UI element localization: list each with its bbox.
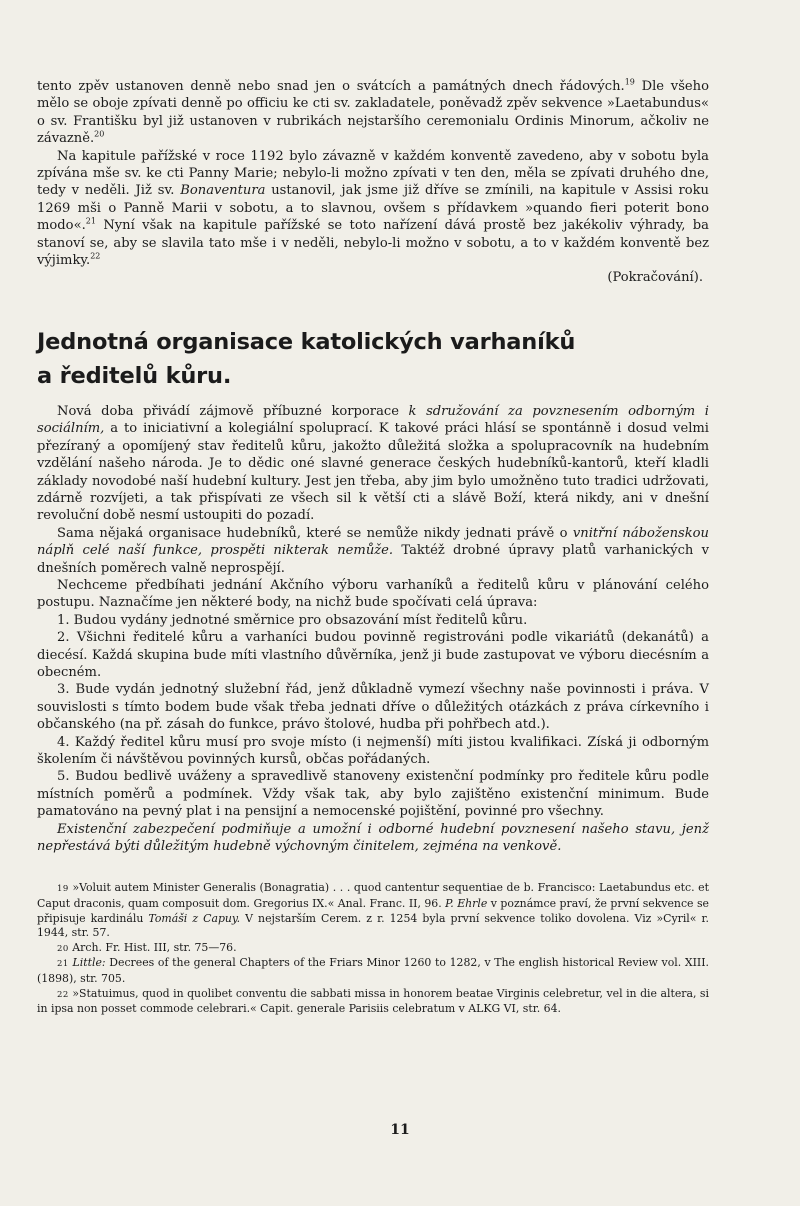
continued-note: (Pokračování). xyxy=(607,270,703,286)
intro-paragraph-1 xyxy=(37,78,709,148)
footnote-text: »Statuimus, quod in quolibet conventu die sabbati missa in honorem beatae Virginis celebretur, vel in die altera, si in ipsa non posset commode celebrari.« Capit. generale Parisiis celebratum v ALKG VI, str. 64. xyxy=(37,986,709,1016)
footnote xyxy=(37,987,709,1017)
footnote-text: »Voluit autem Minister Generalis (Bonagratia) . . . quod cantentur sequentiae de b. Francisco: Laetabundus etc. et Caput draconis, quam composuit dom. Gregorius IX.« Anal. Franc. II, 96. xyxy=(37,881,709,911)
footnote-ref[interactable]: 21 xyxy=(85,216,96,226)
intro-text: Nyní však na kapitule pařížské se toto nařízení dává prostě bez jakékoliv výhrady, ba stanoví se, aby se slavila tato mše i v neděli, nebylo-li možno v sobotu, a to v každém konventě bez výjimky. xyxy=(37,218,709,269)
list-item: 2. Všichni ředitelé kůru a varhaníci budou povinně registrováni podle vikariátů (dekanátů) a diecésí. Každá skupina bude míti vlastního důvěrníka, jenž ji bude zastupovat ve výboru diecésním a obecném. xyxy=(37,630,709,680)
intro-paragraph-2 xyxy=(37,148,709,270)
footnote-italic: Little: xyxy=(72,956,106,970)
closing-emphasis: Existenční zabezpečení podmiňuje a umožní i odborné hudební povznesení našeho stavu, jenž nepřestává býti důležitým hudebně výchovným činitelem, zejména na venkově. xyxy=(37,821,709,855)
footnote-ref[interactable]: 20 xyxy=(94,129,105,139)
list-item: 4. Každý ředitel kůru musí pro svoje místo (i nejmenší) míti jistou kvalifikaci. Získá ji odborným školením či návštěvou povinných kursů, občas pořádaných. xyxy=(37,734,709,767)
footnote xyxy=(37,956,709,986)
intro-text: tento zpěv ustanoven denně nebo snad jen o svátcích a památných dnech řádových. xyxy=(37,79,625,94)
list-item: 1. Budou vydány jednotné směrnice pro obsazování míst ředitelů kůru. xyxy=(57,612,528,628)
footnote xyxy=(37,941,709,957)
footnote-number: 22 xyxy=(57,989,69,1000)
intro-text: Dle všeho mělo se oboje zpívati denně po officiu ke cti sv. zakladatele, poněvadž zpěv sekvence »Laetabundus« o sv. Františku byl již ustanoven v rubrikách nejstaršího ceremonialu Ordinis Minorum, ačkoliv ne závazně. xyxy=(37,79,709,147)
footnote xyxy=(37,881,709,940)
title-line: a ředitelů kůru. xyxy=(37,362,232,389)
footnote-number: 20 xyxy=(57,943,69,954)
footnote-number: 19 xyxy=(57,884,69,895)
article-text: Sama nějaká organisace hudebníků, které se nemůže nikdy jednati právě o xyxy=(57,525,573,541)
footnote-text: v poznámce praví, že první sekvence se připisuje kardinálu xyxy=(37,897,709,925)
article-title xyxy=(37,325,709,393)
article-emphasis: k sdružování za povznesením odborným i sociálním, xyxy=(37,403,709,437)
article-text: a to iniciativní a kolegiální spoluprací. K takové práci hlásí se spontánně i dosud velmi přezíraný a opomíjený stav ředitelů kůru, jakožto důležitá složka a spolupracovník na hudebním vzdělání našeho národa. Je to dědic oné slavné generace českých hudebníků-kantorů, kteří kladli základy novodobé naší hudební kultury. Jest jen třeba, aby jim bylo umožněno tuto tradici udržovati, zdárně rozvíjeti, a tak přispívati ze všech sil k větší cti a slávě Boží, která nikdy, ani v dnešní revoluční době nesmí ustoupiti do pozadí. xyxy=(37,421,709,524)
footnote-number: 21 xyxy=(57,959,69,970)
italic-name: Bonaventura xyxy=(180,183,266,199)
article-text: Taktéž drobné úpravy platů varhanických v dnešních poměrech valně neprospějí. xyxy=(37,543,710,576)
article-paragraph-2 xyxy=(37,525,709,577)
list-item: 5. Budou bedlivě uváženy a spravedlivě stanoveny existenční podmínky pro ředitele kůru podle místních poměrů a podmínek. Vždy však tak, aby bylo zajištěno existenční minimum. Bude pamatováno na pevný plat i na pensijní a nemocenské pojištění, povinné pro všechny. xyxy=(37,769,709,820)
article-paragraph-1 xyxy=(37,403,709,525)
footnote-italic: P. Ehrle xyxy=(445,897,488,911)
footnotes xyxy=(37,881,709,1016)
article-paragraph-3: Nechceme předbíhati jednání Akčního výboru varhaníků a ředitelů kůru v plánování celého postupu. Naznačíme jen některé body, na nichž bude spočívati celá úprava: xyxy=(37,577,709,611)
article-emphasis: vnitřní náboženskou náplň celé naší funkce, prospěti nikterak nemůže. xyxy=(37,525,709,559)
footnote-italic: Tomáši z Capuy. xyxy=(148,911,241,925)
title-line: Jednotná organisace katolických varhaníků xyxy=(37,328,576,355)
article-text: Nová doba přivádí zájmově příbuzné korporace xyxy=(57,403,409,419)
footnote-text: V nejstarším Cerem. z r. 1254 byla první sekvence toliko dovolena. Viz »Cyril« r. 1944, str. 57. xyxy=(37,911,709,940)
footnote-text: Arch. Fr. Hist. III, str. 75—76. xyxy=(72,940,237,954)
list-item: 3. Bude vydán jednotný služební řád, jenž důkladně vymezí všechny naše povinnosti i práva. V souvislosti s tímto bodem bude však třeba jednati dříve o důležitých otázkách z práva církevního i občanského (na př. zásah do funkce, právo štolové, hudba při pohřbech atd.). xyxy=(37,682,709,733)
footnote-ref[interactable]: 22 xyxy=(90,251,101,261)
intro-text: ustanovil, jak jsme již dříve se zmínili, na kapitule v Assisi roku 1269 mši o Panně Marii v sobotu, a to slavnou, ovšem s přídavkem »quando fieri poterit bono modo«. xyxy=(37,183,709,234)
footnote-text: Decrees of the general Chapters of the Friars Minor 1260 to 1282, v The english historical Review vol. XIII. (1898), str. 705. xyxy=(37,956,709,985)
intro-text: Na kapitule pařížské v roce 1192 bylo závazně v každém konventě zavedeno, aby v sobotu byla zpívána mše sv. ke cti Panny Marie; nebylo-li možno zpívati v ten den, měla se zpívati druhého dne, tedy v neděli. Již sv. xyxy=(37,148,709,199)
closing-paragraph xyxy=(37,821,709,856)
page-body xyxy=(37,78,709,1017)
page-number: 11 xyxy=(390,1122,410,1138)
footnote-ref[interactable]: 19 xyxy=(624,77,635,87)
